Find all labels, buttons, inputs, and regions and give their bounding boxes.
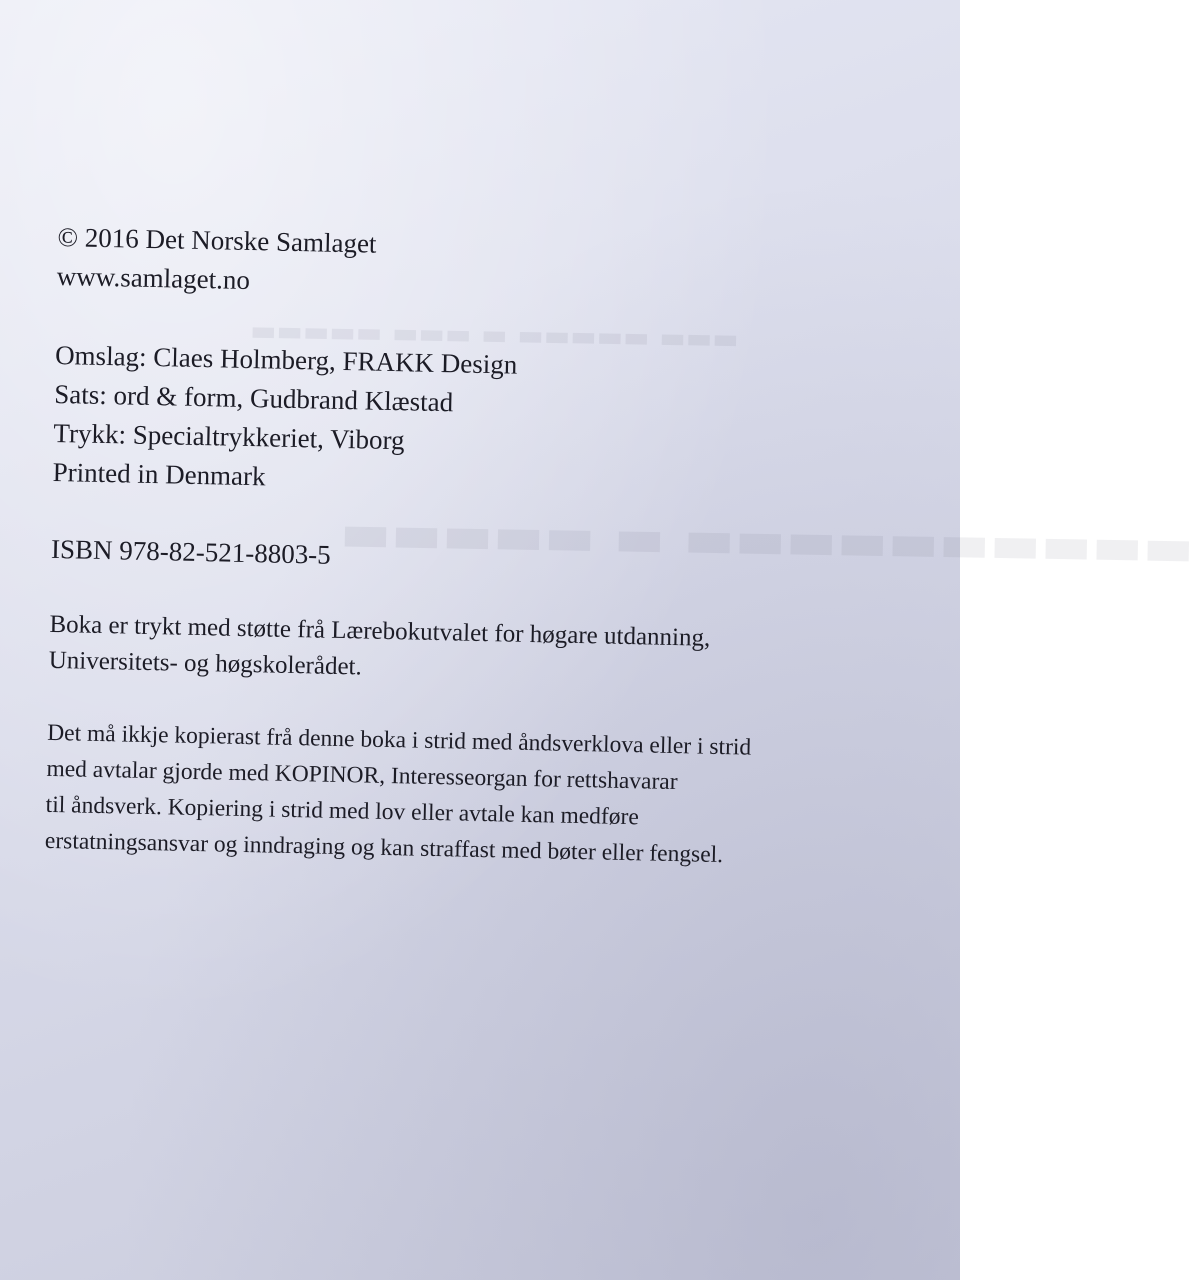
support-line: Universitets- og høgskolerådet.	[48, 646, 363, 681]
legal-line: erstatningsansvar og inndraging og kan straffast med bøter eller fengsel.	[44, 827, 724, 869]
isbn-block	[51, 530, 912, 587]
legal-line: Det må ikkje kopierast frå denne boka i strid med åndsverklova eller i strid	[46, 719, 752, 761]
copyright-block	[56, 218, 917, 314]
show-through-title-decoration: ▬▬▬▬▬▬▬▬▬▬ ▬ ▬▬▬▬▬	[339, 500, 1194, 579]
credit-typesetting: Sats: ord & form, Gudbrand Klæstad	[53, 378, 454, 418]
credit-printing: Trykk: Specialtrykkeriet, Viborg	[53, 417, 405, 456]
printed-in: Printed in Denmark	[52, 456, 266, 492]
copyright-notice	[45, 715, 908, 877]
copyright-line: © 2016 Det Norske Samlaget	[57, 221, 377, 259]
legal-line: med avtalar gjorde med KOPINOR, Interesseorgan for rettshavarar	[46, 755, 678, 796]
support-note	[48, 607, 909, 697]
isbn: ISBN 978-82-521-8803-5	[50, 533, 332, 570]
credits-block	[52, 336, 915, 510]
legal-line: til åndsverk. Kopiering i strid med lov eller avtale kan medføre	[45, 791, 640, 831]
publisher-website: www.samlaget.no	[56, 260, 251, 296]
credit-cover: Omslag: Claes Holmberg, FRAKK Design	[54, 339, 518, 380]
support-line: Boka er trykt med støtte frå Lærebokutvalet for høgare utdanning,	[49, 610, 711, 652]
imprint-text	[45, 218, 918, 877]
show-through-text-decoration: ▬▬▬ ▬▬▬▬▬ ▬ ▬▬▬ ▬▬▬▬▬	[249, 313, 739, 356]
